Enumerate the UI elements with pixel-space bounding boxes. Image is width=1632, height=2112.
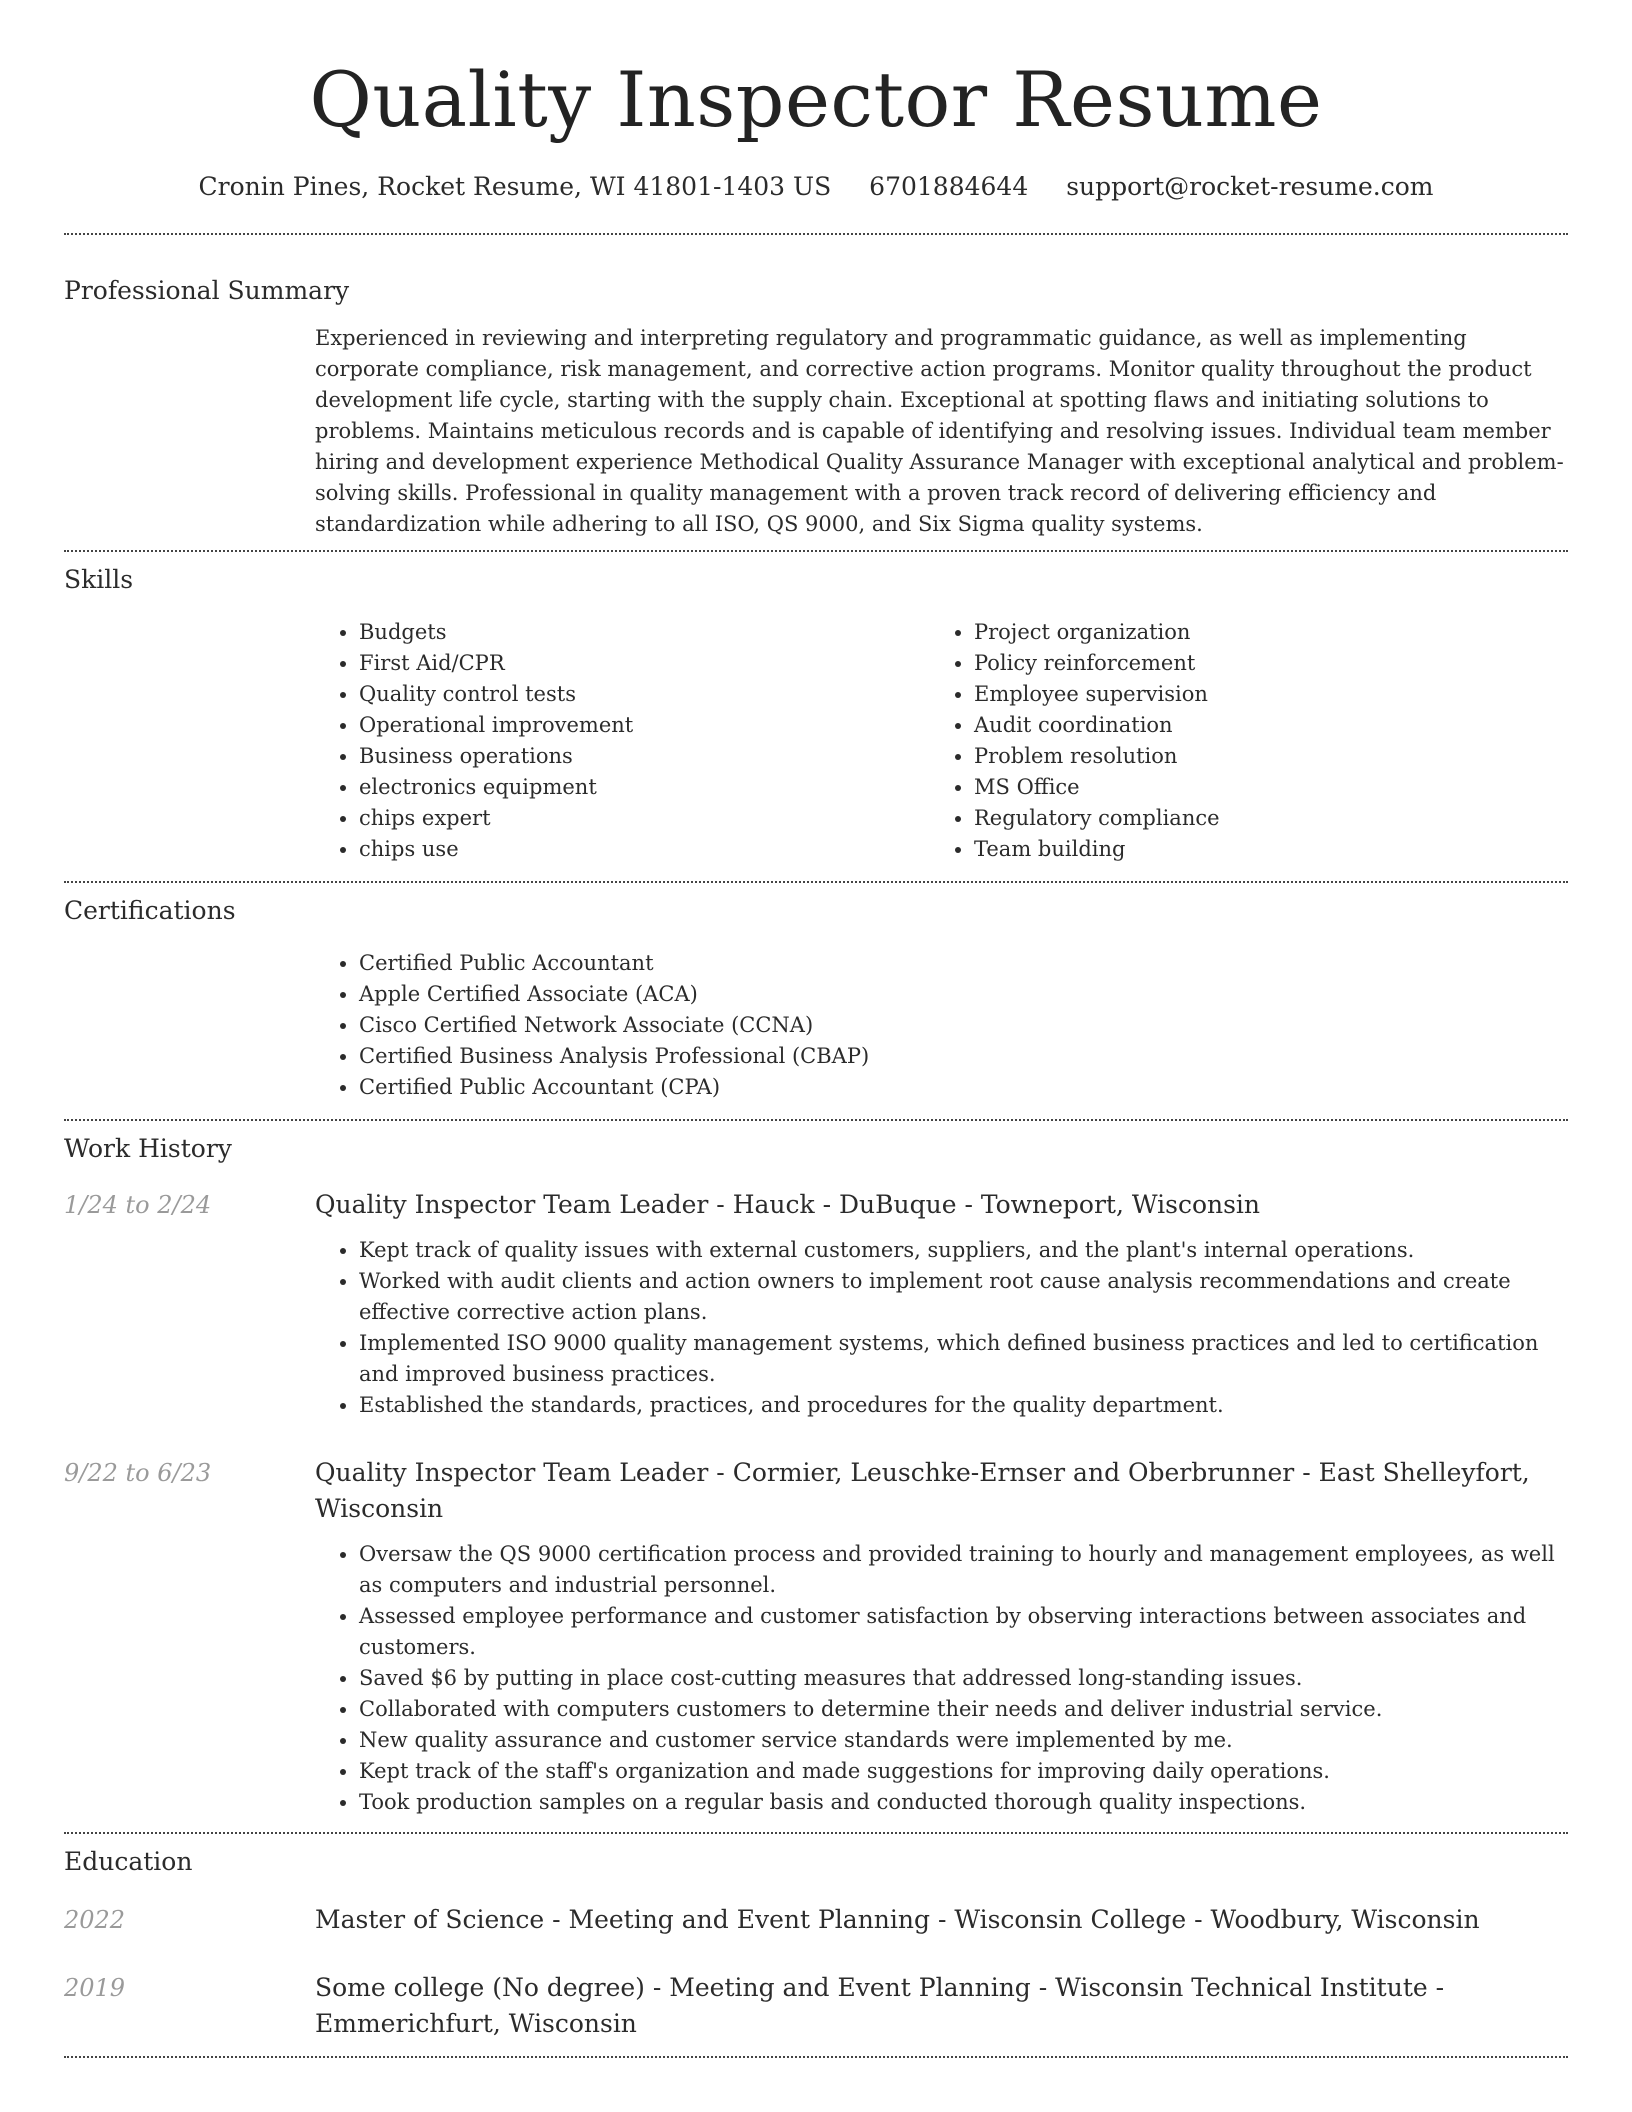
education-year: 2022 [64, 1906, 126, 1934]
job-entry [64, 1187, 1568, 1421]
education-detail: Some college (No degree) - Meeting and Event Planning - Wisconsin Technical Institute - Emmerichfurt, Wisconsin [315, 1973, 1445, 2038]
skills-column-left [315, 617, 930, 865]
page-title: Quality Inspector Resume [309, 55, 1323, 144]
list-item: • New quality assurance and customer service standards were implemented by me. [359, 1725, 1568, 1756]
section-divider [64, 2056, 1568, 2058]
job-title: Quality Inspector Team Leader - Hauck - DuBuque - Towneport, Wisconsin [315, 1190, 1261, 1219]
skills-heading: Skills [64, 565, 134, 594]
summary-heading: Professional Summary [64, 276, 350, 305]
list-item: • Established the standards, practices, and procedures for the quality department. [359, 1390, 1568, 1421]
education-section [64, 1834, 1568, 2042]
list-item: • Implemented ISO 9000 quality management systems, which defined business practices and led to certification and improved business practices. [359, 1328, 1568, 1390]
list-item: • Team building [974, 834, 1545, 865]
summary-text: Experienced in reviewing and interpreting regulatory and programmatic guidance, as well as implementing corporate compliance, risk management, and corrective action programs. Monitor quality throughout the product development life cycle, starting with the supply chain. Exceptional at spotting flaws and initiating solutions to problems. Maintains meticulous records and is capable of identifying and resolving issues. Individual team member hiring and development experience Methodical Quality Assurance Manager with exceptional analytical and problem-solving skills. Professional in quality management with a proven track record of delivering efficiency and standardization while adhering to all ISO, QS 9000, and Six Sigma quality systems. [315, 326, 1564, 536]
list-item: • Kept track of the staff's organization and made suggestions for improving daily operations. [359, 1756, 1568, 1787]
list-item: • electronics equipment [359, 772, 930, 803]
list-item: • Audit coordination [974, 710, 1545, 741]
job-dates: 9/22 to 6/23 [64, 1459, 212, 1487]
list-item: • Policy reinforcement [974, 648, 1545, 679]
education-entry [64, 1902, 1568, 1938]
certifications-section [64, 883, 1568, 1103]
resume-page [64, 0, 1568, 2058]
skills-column-right [930, 617, 1545, 865]
resume-header [64, 52, 1568, 206]
job-dates: 1/24 to 2/24 [64, 1191, 212, 1219]
list-item: • Employee supervision [974, 679, 1545, 710]
education-entry [64, 1970, 1568, 2042]
education-year: 2019 [64, 1974, 126, 2002]
education-heading: Education [64, 1847, 193, 1876]
list-item: • chips use [359, 834, 930, 865]
list-item: • Budgets [359, 617, 930, 648]
certifications-heading: Certifications [64, 896, 236, 925]
list-item: • Took production samples on a regular basis and conducted thorough quality inspections. [359, 1787, 1568, 1818]
contact-address: Cronin Pines, Rocket Resume, WI 41801-1403 US [198, 172, 832, 201]
list-item: • chips expert [359, 803, 930, 834]
list-item: • Oversaw the QS 9000 certification process and provided training to hourly and management employees, as well as computers and industrial personnel. [359, 1539, 1568, 1601]
list-item: • MS Office [974, 772, 1545, 803]
job-entry [64, 1455, 1568, 1818]
list-item: • Cisco Certified Network Associate (CCNA) [359, 1010, 1568, 1041]
work-history-section [64, 1121, 1568, 1818]
contact-line [64, 168, 1568, 206]
list-item: • Kept track of quality issues with external customers, suppliers, and the plant's internal operations. [359, 1235, 1568, 1266]
list-item: • Problem resolution [974, 741, 1545, 772]
list-item: • Regulatory compliance [974, 803, 1545, 834]
contact-email: support@rocket-resume.com [1066, 172, 1434, 201]
list-item: • Certified Business Analysis Professional (CBAP) [359, 1041, 1568, 1072]
list-item: • Business operations [359, 741, 930, 772]
list-item: • Certified Public Accountant [359, 948, 1568, 979]
skills-section [64, 552, 1568, 865]
list-item: • Saved $6 by putting in place cost-cutting measures that addressed long-standing issues. [359, 1663, 1568, 1694]
work-history-heading: Work History [64, 1134, 232, 1163]
list-item: • Collaborated with computers customers to determine their needs and deliver industrial service. [359, 1694, 1568, 1725]
list-item: • Project organization [974, 617, 1545, 648]
list-item: • Operational improvement [359, 710, 930, 741]
list-item: • Certified Public Accountant (CPA) [359, 1072, 1568, 1103]
list-item: • Worked with audit clients and action owners to implement root cause analysis recommendations and create effective corrective action plans. [359, 1266, 1568, 1328]
list-item: • Quality control tests [359, 679, 930, 710]
job-title: Quality Inspector Team Leader - Cormier, Leuschke-Ernser and Oberbrunner - East Shelleyfort, Wisconsin [315, 1458, 1530, 1523]
summary-section [64, 235, 1568, 540]
list-item: • Apple Certified Associate (ACA) [359, 979, 1568, 1010]
list-item: • First Aid/CPR [359, 648, 930, 679]
list-item: • Assessed employee performance and customer satisfaction by observing interactions between associates and customers. [359, 1601, 1568, 1663]
education-detail: Master of Science - Meeting and Event Planning - Wisconsin College - Woodbury, Wisconsin [315, 1905, 1480, 1934]
contact-phone: 6701884644 [869, 172, 1029, 201]
